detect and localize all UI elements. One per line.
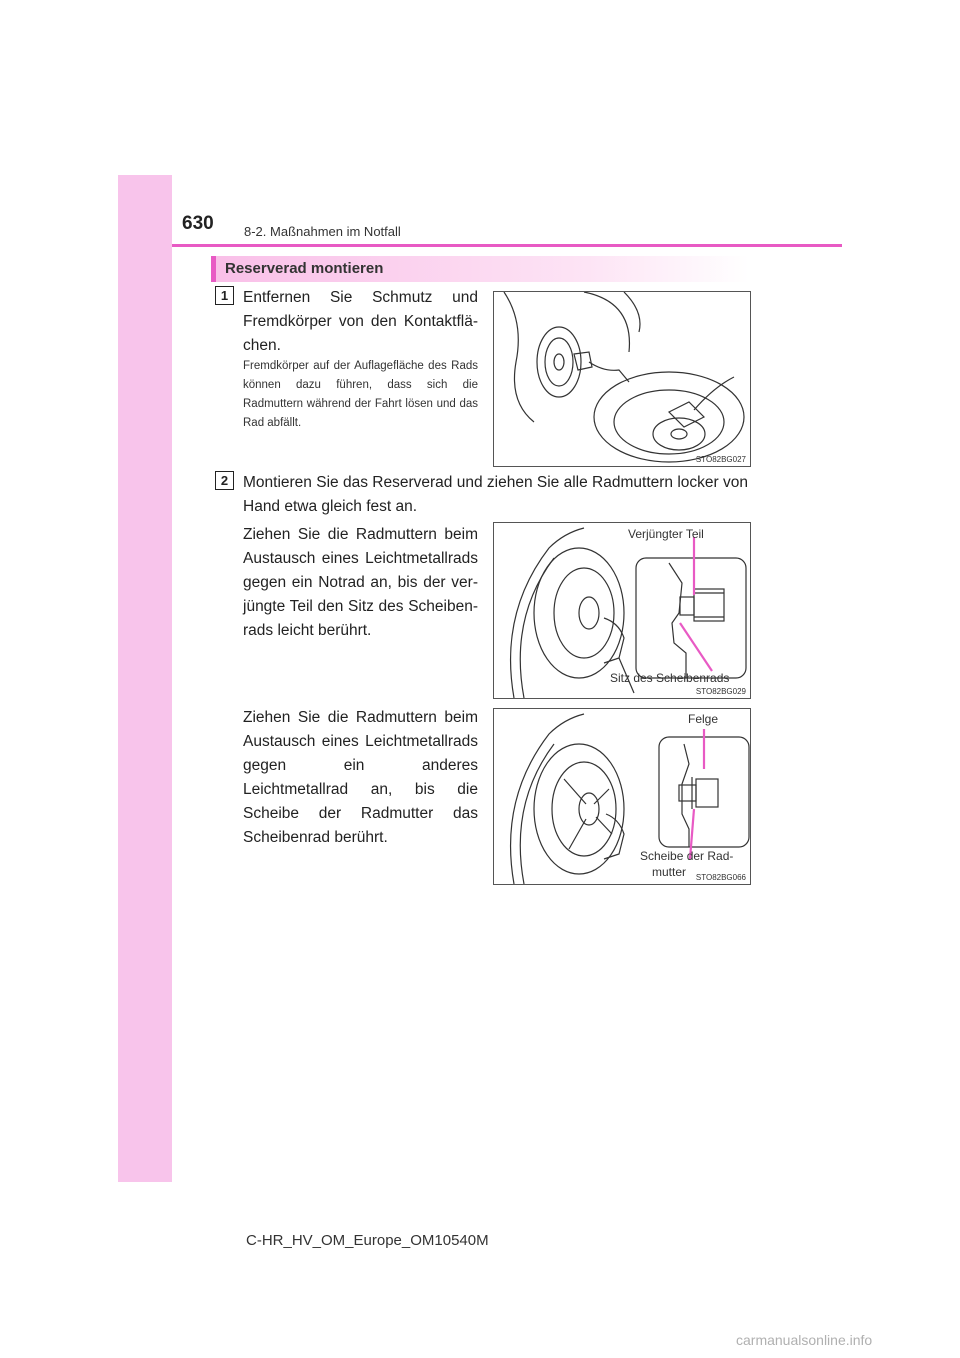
figure-3-code: STO82BG066 [695, 873, 746, 882]
figure-washer-nut [493, 708, 751, 885]
section-reference: 8-2. Maßnahmen im Notfall [244, 224, 401, 239]
label-wheel-seat: Sitz des Scheibenrads [610, 671, 730, 685]
figure-1-code: STO82BG027 [695, 455, 746, 464]
step-1-note: Fremdkörper auf der Auflagefläche des Rads können dazu führen, dass sich die Radmuttern während der Fahrt lösen und das Rad abfällt. [243, 360, 478, 429]
step-2-subtext-a: Ziehen Sie die Radmuttern beim Austausch eines Leichtmetallrads gegen ein Notrad an, bis der ver-jüngte Teil den Sitz des Scheiben-rads leicht berührt. [243, 526, 478, 639]
step-2-subtext-b: Ziehen Sie die Radmuttern beim Austausch eines Leichtmetallrads gegen ein anderes Leichtmetallrad an, bis die Scheibe der Radmutter das Scheibenrad berührt. [243, 709, 478, 846]
step-1-badge: 1 [215, 286, 234, 305]
figure-taper-nut-seat [493, 522, 751, 699]
document-footer: C-HR_HV_OM_Europe_OM10540M [246, 1232, 489, 1249]
spare-wheel-cleaning-illustration [494, 292, 750, 466]
label-nut-washer-line-1: Scheibe der Rad- [640, 849, 734, 863]
watermark[interactable]: carmanualsonline.info [736, 1332, 873, 1348]
figure-clean-contact-surfaces [493, 291, 751, 467]
section-title: Reserverad montieren [225, 260, 384, 277]
label-nut-washer-line-2: mutter [652, 865, 687, 879]
page-number: 630 [182, 213, 214, 234]
step-2-text: Montieren Sie das Reserverad und ziehen Sie alle Radmuttern locker von Hand etwa gleich fest an. [243, 474, 748, 515]
section-title-accent [211, 256, 216, 282]
step-1-text: Entfernen Sie Schmutz und Fremdkörper von den Kontaktflä-chen. [243, 289, 478, 354]
label-tapered-part: Verjüngter Teil [628, 527, 704, 541]
step-2-badge: 2 [215, 471, 234, 490]
figure-2-code: STO82BG029 [695, 687, 746, 696]
header-rule [172, 244, 842, 247]
side-tab [118, 175, 172, 1182]
label-rim: Felge [688, 712, 719, 726]
section-title-bar [211, 256, 749, 282]
